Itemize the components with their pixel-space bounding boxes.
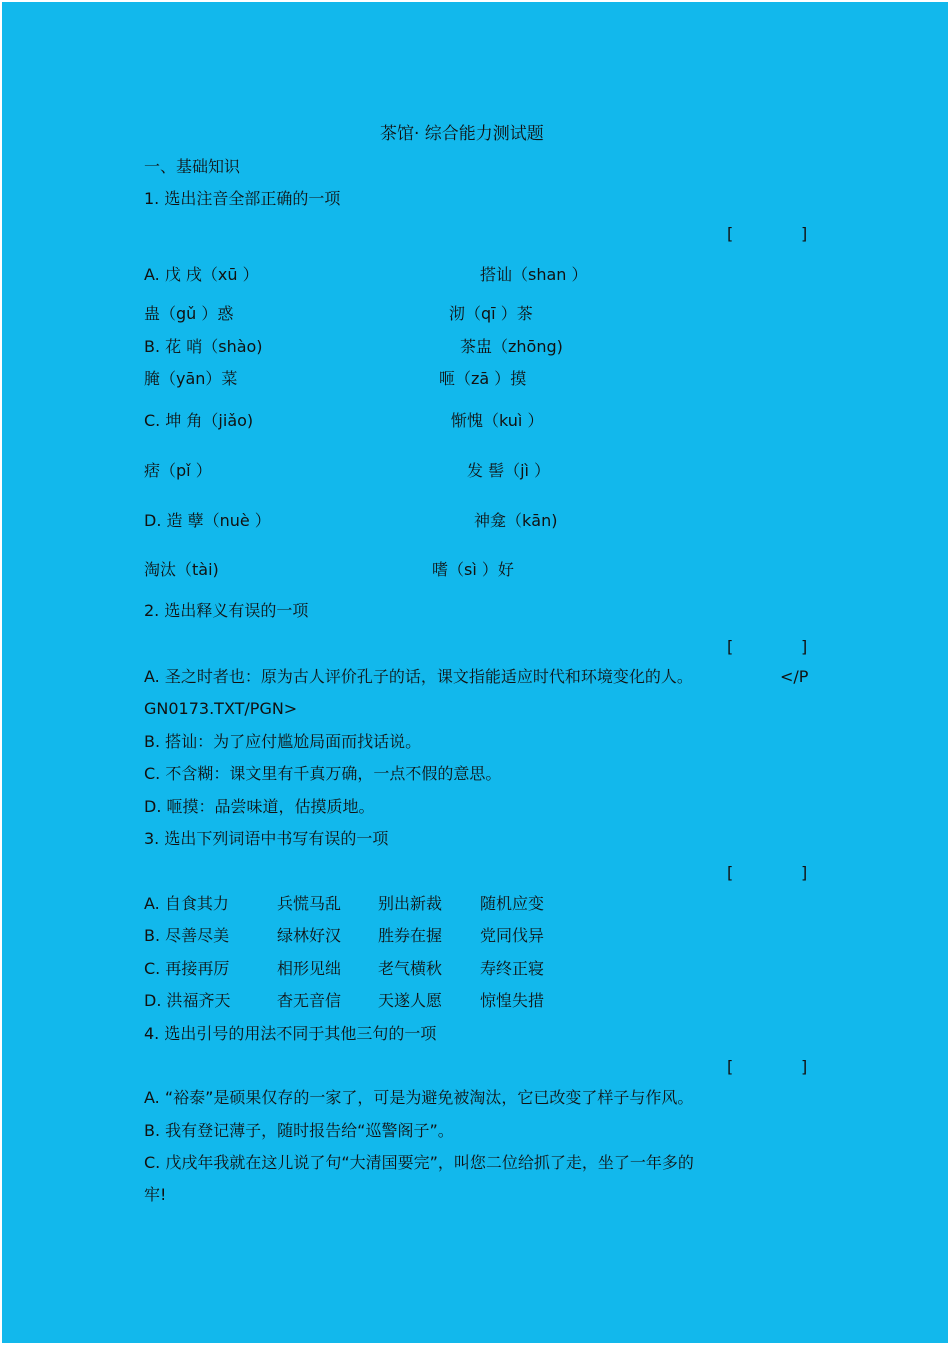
q3-word: 绿林好汉	[277, 926, 342, 945]
q3-word: 胜券在握	[378, 926, 443, 945]
q4-option-a: A. “裕泰”是硕果仅存的一家了，可是为避免被淘汰，它已改变了样子与作风。	[144, 1088, 694, 1107]
q2-option-b: B. 搭讪：为了应付尴尬局面而找话说。	[144, 732, 422, 751]
q1-option-text: 发 髻（jì ）	[467, 461, 551, 480]
answer-bracket-close-4: ]	[801, 1057, 808, 1076]
q4-option-c-continuation: 牢!	[144, 1185, 167, 1204]
answer-bracket-open-1: [	[727, 224, 734, 243]
question-2-stem: 2. 选出释义有误的一项	[144, 601, 309, 620]
q1-option-text: 蛊（gǔ ）惑	[144, 304, 234, 323]
q3-word: 杳无音信	[277, 991, 342, 1010]
q3-word: 相形见绌	[277, 959, 342, 978]
q2-option-c: C. 不含糊：课文里有千真万确，一点不假的意思。	[144, 764, 502, 783]
q2-option-a-tail: </P	[780, 667, 809, 686]
question-1-stem: 1. 选出注音全部正确的一项	[144, 189, 341, 208]
q1-option-text: 惭愧（kuì ）	[451, 411, 544, 430]
answer-bracket-close-3: ]	[801, 863, 808, 882]
q2-option-a: A. 圣之时者也：原为古人评价孔子的话，课文指能适应时代和环境变化的人。	[144, 667, 693, 686]
q3-word: 寿终正寝	[480, 959, 545, 978]
question-3-stem: 3. 选出下列词语中书写有误的一项	[144, 829, 389, 848]
q3-word: C. 再接再厉	[144, 959, 230, 978]
answer-bracket-open-2: [	[727, 637, 734, 656]
document-page	[2, 2, 948, 1343]
question-4-stem: 4. 选出引号的用法不同于其他三句的一项	[144, 1024, 437, 1043]
q3-word: D. 洪福齐天	[144, 991, 231, 1010]
q1-option-text: 咂（zā ）摸	[439, 369, 527, 388]
q3-word: 党同伐异	[480, 926, 545, 945]
q3-word: A. 自食其力	[144, 894, 229, 913]
q1-option-text: C. 坤 角（jiǎo)	[144, 411, 254, 430]
page-title: 茶馆· 综合能力测试题	[380, 124, 544, 144]
q3-word: 老气横秋	[378, 959, 443, 978]
answer-bracket-close-2: ]	[801, 637, 808, 656]
q3-word: B. 尽善尽美	[144, 926, 230, 945]
q3-word: 惊惶失措	[480, 991, 545, 1010]
q1-option-text: B. 花 哨（shào)	[144, 337, 263, 356]
q3-word: 天遂人愿	[378, 991, 443, 1010]
q1-option-text: A. 戊 戌（xū ）	[144, 265, 259, 284]
q1-option-text: 痞（pǐ ）	[144, 461, 212, 480]
q1-option-text: 搭讪（shan ）	[480, 265, 588, 284]
q3-word: 兵慌马乱	[277, 894, 342, 913]
q1-option-text: 淘汰（tài)	[144, 560, 219, 579]
q2-option-a-continuation: GN0173.TXT/PGN>	[144, 699, 298, 718]
answer-bracket-open-3: [	[727, 863, 734, 882]
q1-option-text: 沏（qī ）茶	[449, 304, 533, 323]
q1-option-text: 茶盅（zhōng)	[460, 337, 563, 356]
q1-option-text: 腌（yān）菜	[144, 369, 238, 388]
q3-word: 随机应变	[480, 894, 545, 913]
section-heading: 一、基础知识	[144, 157, 241, 176]
q2-option-d: D. 咂摸：品尝味道，估摸质地。	[144, 797, 375, 816]
q1-option-text: 神龛（kān)	[474, 511, 558, 530]
q1-option-text: D. 造 孽（nuè ）	[144, 511, 271, 530]
q4-option-b: B. 我有登记薄子，随时报告给“巡警阁子”。	[144, 1121, 454, 1140]
q3-word: 别出新裁	[378, 894, 443, 913]
answer-bracket-open-4: [	[727, 1057, 734, 1076]
q4-option-c: C. 戊戌年我就在这儿说了句“大清国要完”，叫您二位给抓了走，坐了一年多的	[144, 1153, 694, 1172]
q1-option-text: 嗜（sì ）好	[432, 560, 514, 579]
answer-bracket-close-1: ]	[801, 224, 808, 243]
